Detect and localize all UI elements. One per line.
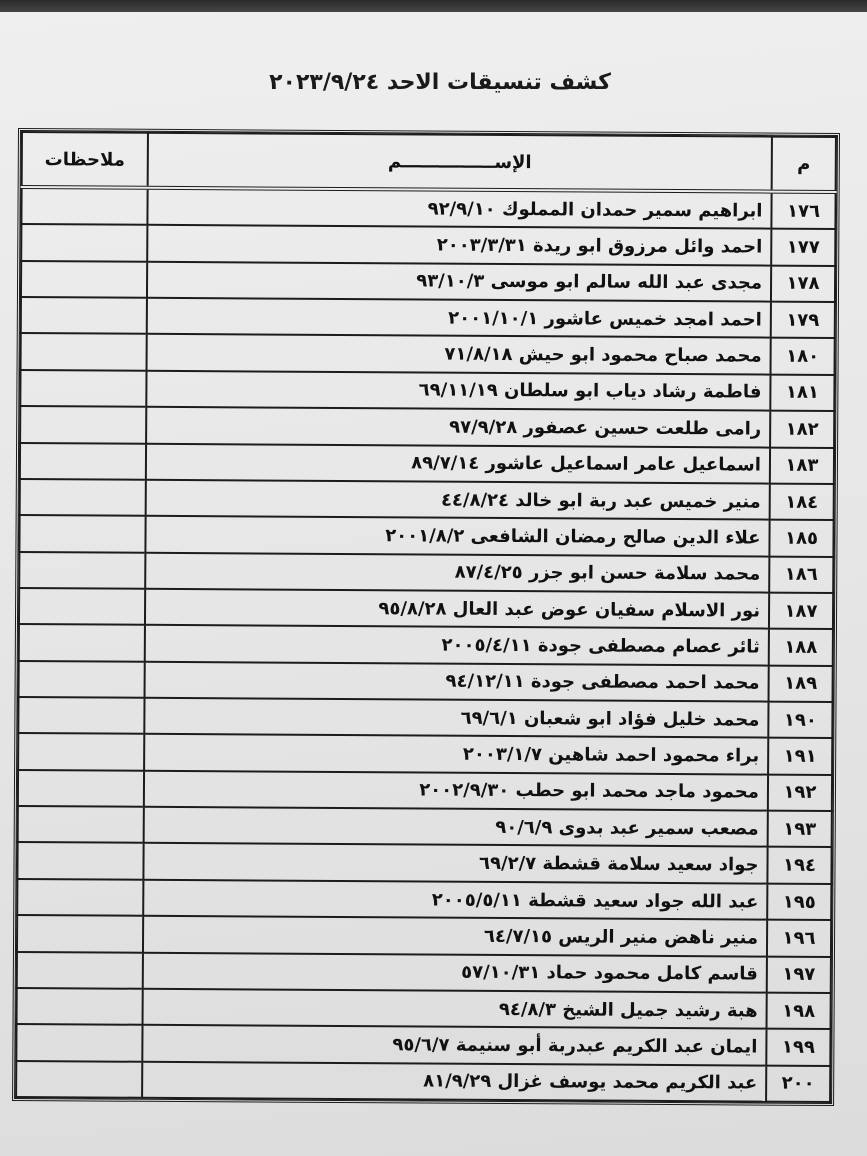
table-row (18, 770, 832, 811)
table-row (21, 224, 835, 265)
row-number: ١٩٠ (768, 702, 832, 739)
row-name: مصعب سمير عبد بدوى ٩٠/٦/٩ (144, 807, 768, 847)
row-name: منير خميس عبد ربة ابو خالد ٤٤/٨/٢٤ (146, 480, 770, 520)
row-name: براء محمود احمد شاهين ٢٠٠٣/١/٧ (144, 734, 768, 774)
row-notes (20, 443, 146, 480)
row-number: ١٧٨ (771, 265, 835, 302)
row-notes (17, 915, 143, 952)
row-number: ١٨٣ (770, 447, 834, 484)
row-name: قاسم كامل محمود حماد ٥٧/١٠/٣١ (143, 952, 767, 992)
row-name: منير ناهض منير الريس ٦٤/٧/١٥ (143, 916, 767, 956)
table-row (21, 297, 835, 338)
row-number: ١٩٨ (767, 992, 831, 1029)
row-notes (19, 624, 145, 661)
row-name: عبد الكريم محمد يوسف غزال ٨١/٩/٢٩ (142, 1061, 766, 1101)
table-row (21, 333, 835, 374)
row-name: جواد سعيد سلامة قشطة ٦٩/٢/٧ (143, 843, 767, 883)
row-number: ١٨٢ (770, 411, 834, 448)
row-notes (19, 515, 145, 552)
row-number: ١٨٩ (769, 665, 833, 702)
row-notes (21, 261, 147, 298)
row-name: محمد سلامة حسن ابو جزر ٨٧/٤/٢٥ (145, 552, 769, 592)
table-row (17, 988, 831, 1029)
table-row (20, 479, 834, 520)
row-number: ١٩٧ (767, 956, 831, 993)
table-row (17, 952, 831, 993)
table-row (18, 697, 832, 738)
row-notes (19, 661, 145, 698)
row-notes (21, 187, 147, 225)
row-notes (17, 879, 143, 916)
row-notes (20, 479, 146, 516)
row-notes (20, 370, 146, 407)
row-number: ١٧٦ (771, 192, 835, 230)
row-notes (16, 1061, 142, 1098)
row-number: ٢٠٠ (766, 1065, 830, 1102)
table-row (20, 370, 834, 411)
row-name: نور الاسلام سفيان عوض عبد العال ٩٥/٨/٢٨ (145, 589, 769, 629)
table-row (19, 624, 833, 665)
table-row (20, 443, 834, 484)
row-number: ١٩٣ (768, 811, 832, 848)
row-notes (18, 697, 144, 734)
row-notes (21, 297, 147, 334)
row-number: ١٩٩ (766, 1029, 830, 1066)
row-name: علاء الدين صالح رمضان الشافعى ٢٠٠١/٨/٢ (145, 516, 769, 556)
row-number: ١٨٠ (771, 338, 835, 375)
row-name: احمد وائل مرزوق ابو ريدة ٢٠٠٣/٣/٣١ (147, 225, 771, 265)
table-row (17, 879, 831, 920)
row-notes (21, 224, 147, 261)
row-name: ثائر عصام مصطفى جودة ٢٠٠٥/٤/١١ (145, 625, 769, 665)
document-title: كشف تنسيقات الاحد ٢٠٢٣/٩/٢٤ (269, 70, 611, 95)
table-row (19, 661, 833, 702)
row-name: ابراهيم سمير حمدان المملوك ٩٢/٩/١٠ (147, 188, 771, 229)
row-number: ١٨٨ (769, 629, 833, 666)
row-notes (17, 988, 143, 1025)
row-name: فاطمة رشاد دياب ابو سلطان ٦٩/١١/١٩ (146, 371, 770, 411)
row-number: ١٨٥ (769, 520, 833, 557)
row-number: ١٨٦ (769, 556, 833, 593)
row-number: ١٧٧ (771, 229, 835, 266)
row-name: محمد صباح محمود ابو حيش ٧١/٨/١٨ (147, 334, 771, 374)
table-row (16, 1061, 830, 1102)
row-number: ١٨٤ (770, 483, 834, 520)
table-row (20, 406, 834, 447)
table-row (19, 515, 833, 556)
row-notes (17, 952, 143, 989)
row-number: ١٩٦ (767, 920, 831, 957)
row-name: محمد احمد مصطفى جودة ٩٤/١٢/١١ (145, 661, 769, 701)
row-notes (21, 333, 147, 370)
row-name: ايمان عبد الكريم عبدربة أبو سنيمة ٩٥/٦/٧ (142, 1025, 766, 1065)
roster-table-frame (12, 128, 840, 1106)
table-row (19, 552, 833, 593)
row-number: ١٩٤ (767, 847, 831, 884)
table-row (18, 733, 832, 774)
roster-table (15, 131, 837, 1103)
row-number: ١٨١ (770, 374, 834, 411)
table-row (17, 915, 831, 956)
row-name: عبد الله جواد سعيد قشطة ٢٠٠٥/٥/١١ (143, 880, 767, 920)
row-notes (17, 842, 143, 879)
row-name: اسماعيل عامر اسماعيل عاشور ٨٩/٧/١٤ (146, 443, 770, 483)
row-number: ١٧٩ (771, 302, 835, 339)
row-name: محمد خليل فؤاد ابو شعبان ٦٩/٦/١ (144, 698, 768, 738)
row-notes (16, 1024, 142, 1061)
row-notes (18, 806, 144, 843)
row-name: رامى طلعت حسين عصفور ٩٧/٩/٢٨ (146, 407, 770, 447)
row-notes (18, 733, 144, 770)
header-number: م (772, 137, 836, 192)
table-row (16, 1024, 830, 1065)
row-notes (20, 406, 146, 443)
table-row (18, 806, 832, 847)
table-row (21, 261, 835, 302)
table-body (16, 187, 836, 1102)
row-name: احمد امجد خميس عاشور ٢٠٠١/١٠/١ (147, 298, 771, 338)
row-number: ١٩٥ (767, 883, 831, 920)
row-number: ١٨٧ (769, 593, 833, 630)
table-row (21, 187, 835, 229)
row-notes (19, 588, 145, 625)
row-name: هبة رشيد جميل الشيخ ٩٤/٨/٣ (143, 989, 767, 1029)
table-row (17, 842, 831, 883)
row-notes (18, 770, 144, 807)
row-name: مجدى عبد الله سالم ابو موسى ٩٣/١٠/٣ (147, 262, 771, 302)
table-row (19, 588, 833, 629)
header-notes: ملاحظات (22, 132, 148, 188)
row-number: ١٩١ (768, 738, 832, 775)
header-name: الإســـــــــــــــم (148, 133, 772, 192)
table-header-row (22, 132, 836, 192)
row-number: ١٩٢ (768, 774, 832, 811)
row-notes (19, 552, 145, 589)
row-name: محمود ماجد محمد ابو حطب ٢٠٠٢/٩/٣٠ (144, 771, 768, 811)
